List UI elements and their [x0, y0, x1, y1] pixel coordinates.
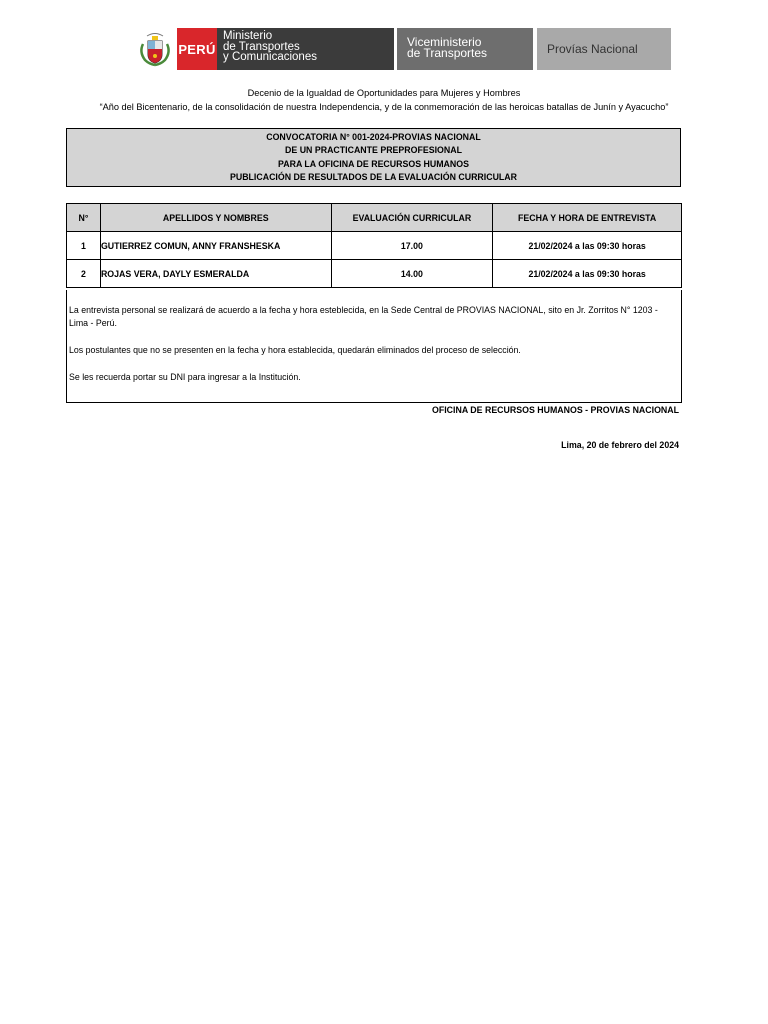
cell-interview: 21/02/2024 a las 09:30 horas [493, 260, 682, 288]
decenio-line-1: Decenio de la Igualdad de Oportunidades para Mujeres y Hombres [247, 88, 521, 98]
note-interview-location: La entrevista personal se realizará de acuerdo a la fecha y hora esteblecida, en la Sede Central de PROVIAS NACIONAL, sito en Jr. Zorritos N° 1203 - Lima - Perú. [69, 305, 658, 328]
header-name: APELLIDOS Y NOMBRES [100, 204, 331, 232]
provias-label: Provías Nacional [537, 28, 671, 70]
cell-interview: 21/02/2024 a las 09:30 horas [493, 232, 682, 260]
header-interview: FECHA Y HORA DE ENTREVISTA [493, 204, 682, 232]
header-number: N° [67, 204, 101, 232]
cell-name: ROJAS VERA, DAYLY ESMERALDA [100, 260, 331, 288]
table-row [67, 260, 682, 288]
coat-of-arms-icon [133, 28, 177, 70]
decenio-line-2: “Año del Bicentenario, de la consolidación de nuestra Independencia, y de la conmemoración de las heroicas batallas de Junín y Ayacucho” [99, 102, 669, 112]
cell-name: GUTIERREZ COMUN, ANNY FRANSHESKA [100, 232, 331, 260]
note-elimination: Los postulantes que no se presenten en la fecha y hora establecida, quedarán eliminados del proceso de selección. [69, 345, 521, 355]
ministerio-label: Ministerio de Transportes y Comunicaciones [217, 28, 394, 70]
viceministerio-label: Viceministerio de Transportes [397, 28, 533, 70]
results-table [66, 203, 682, 288]
decenio-text [0, 86, 768, 114]
peru-label: PERÚ [177, 28, 217, 70]
cell-number: 2 [67, 260, 101, 288]
date-line: Lima, 20 de febrero del 2024 [561, 440, 679, 450]
government-header [133, 28, 671, 70]
cell-number: 1 [67, 232, 101, 260]
notes-box [66, 290, 682, 403]
cell-score: 17.00 [331, 232, 493, 260]
convocatoria-title: CONVOCATORIA N° 001-2024-PROVIAS NACIONAL DE UN PRACTICANTE PREPROFESIONAL PARA LA OFICINA DE RECURSOS HUMANOS PUBLICACIÓN DE RESULTADOS DE LA EVALUACIÓN CURRICULAR [66, 128, 681, 187]
header-score: EVALUACIÓN CURRICULAR [331, 204, 493, 232]
table-row [67, 232, 682, 260]
table-header-row [67, 204, 682, 232]
note-dni: Se les recuerda portar su DNI para ingresar a la Institución. [69, 372, 301, 382]
office-signature: OFICINA DE RECURSOS HUMANOS - PROVIAS NACIONAL [432, 405, 679, 415]
cell-score: 14.00 [331, 260, 493, 288]
